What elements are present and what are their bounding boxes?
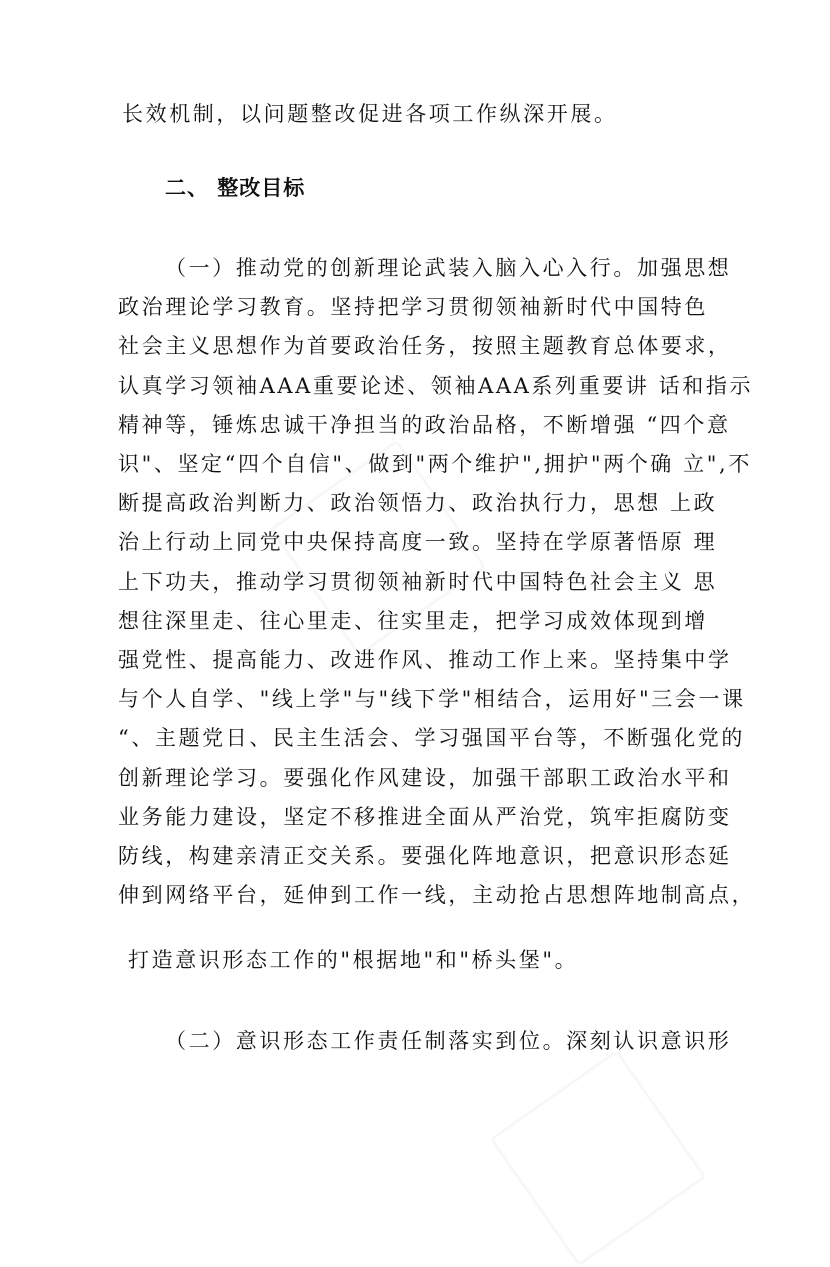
paragraph-line: 社会主义思想作为首要政治任务，按照主题教育总体要求， xyxy=(118,334,732,358)
paragraph-line: 业务能力建设，坚定不移推进全面从严治党，筑牢拒腐防变 xyxy=(118,805,732,829)
paragraph-line: 政治理论学习教育。坚持把学习贯彻领袖新时代中国特色 xyxy=(118,295,708,319)
paragraph-2-first-line: （二）意识形态工作责任制落实到位。深刻认识意识形 xyxy=(165,1029,732,1053)
paragraph-line: “、主题党日、民主生活会、学习强国平台等，不断强化党的 xyxy=(118,726,745,750)
paragraph-line: 断提高政治判断力、政治领悟力、政治执行力，思想 上政 xyxy=(118,491,718,515)
paragraph-last-line: 打造意识形态工作的"根据地"和"桥头堡"。 xyxy=(128,948,579,972)
paragraph-line: 治上行动上同党中央保持高度一致。坚持在学原著悟原 理 xyxy=(118,530,718,554)
paragraph-line: 防线，构建亲清正交关系。要强化阵地意识，把意识形态延 xyxy=(118,844,732,868)
section-heading: 二、 整改目标 xyxy=(165,176,306,200)
paragraph-line: 伸到网络平台，延伸到工作一线，主动抢占思想阵地制高点， xyxy=(118,883,756,907)
paragraph-line: 与个人自学、"线上学"与"线下学"相结合，运用好"三会一课 xyxy=(118,687,746,711)
paragraph-line: 识"、坚定“四个自信"、做到"两个维护",拥护"两个确 立",不 xyxy=(118,452,752,476)
paragraph-line: 认真学习领袖AAA重要论述、领袖AAA系列重要讲 话和指示 xyxy=(118,374,754,398)
paragraph-line: 创新理论学习。要强化作风建设，加强干部职工政治水平和 xyxy=(118,766,732,790)
intro-line: 长效机制，以问题整改促进各项工作纵深开展。 xyxy=(122,102,618,126)
paragraph-line: 精神等，锤炼忠诚干净担当的政治品格，不断增强 “四个意 xyxy=(118,413,731,437)
paragraph-line: 想往深里走、往心里走、往实里走，把学习成效体现到增 xyxy=(118,609,708,633)
watermark xyxy=(489,1049,706,1266)
paragraph-line: 上下功夫，推动学习贯彻领袖新时代中国特色社会主义 思 xyxy=(118,570,718,594)
paragraph-line: （一）推动党的创新理论武装入脑入心入行。加强思想 xyxy=(165,256,732,280)
paragraph-line: 强党性、提高能力、改进作风、推动工作上来。坚持集中学 xyxy=(118,648,732,672)
